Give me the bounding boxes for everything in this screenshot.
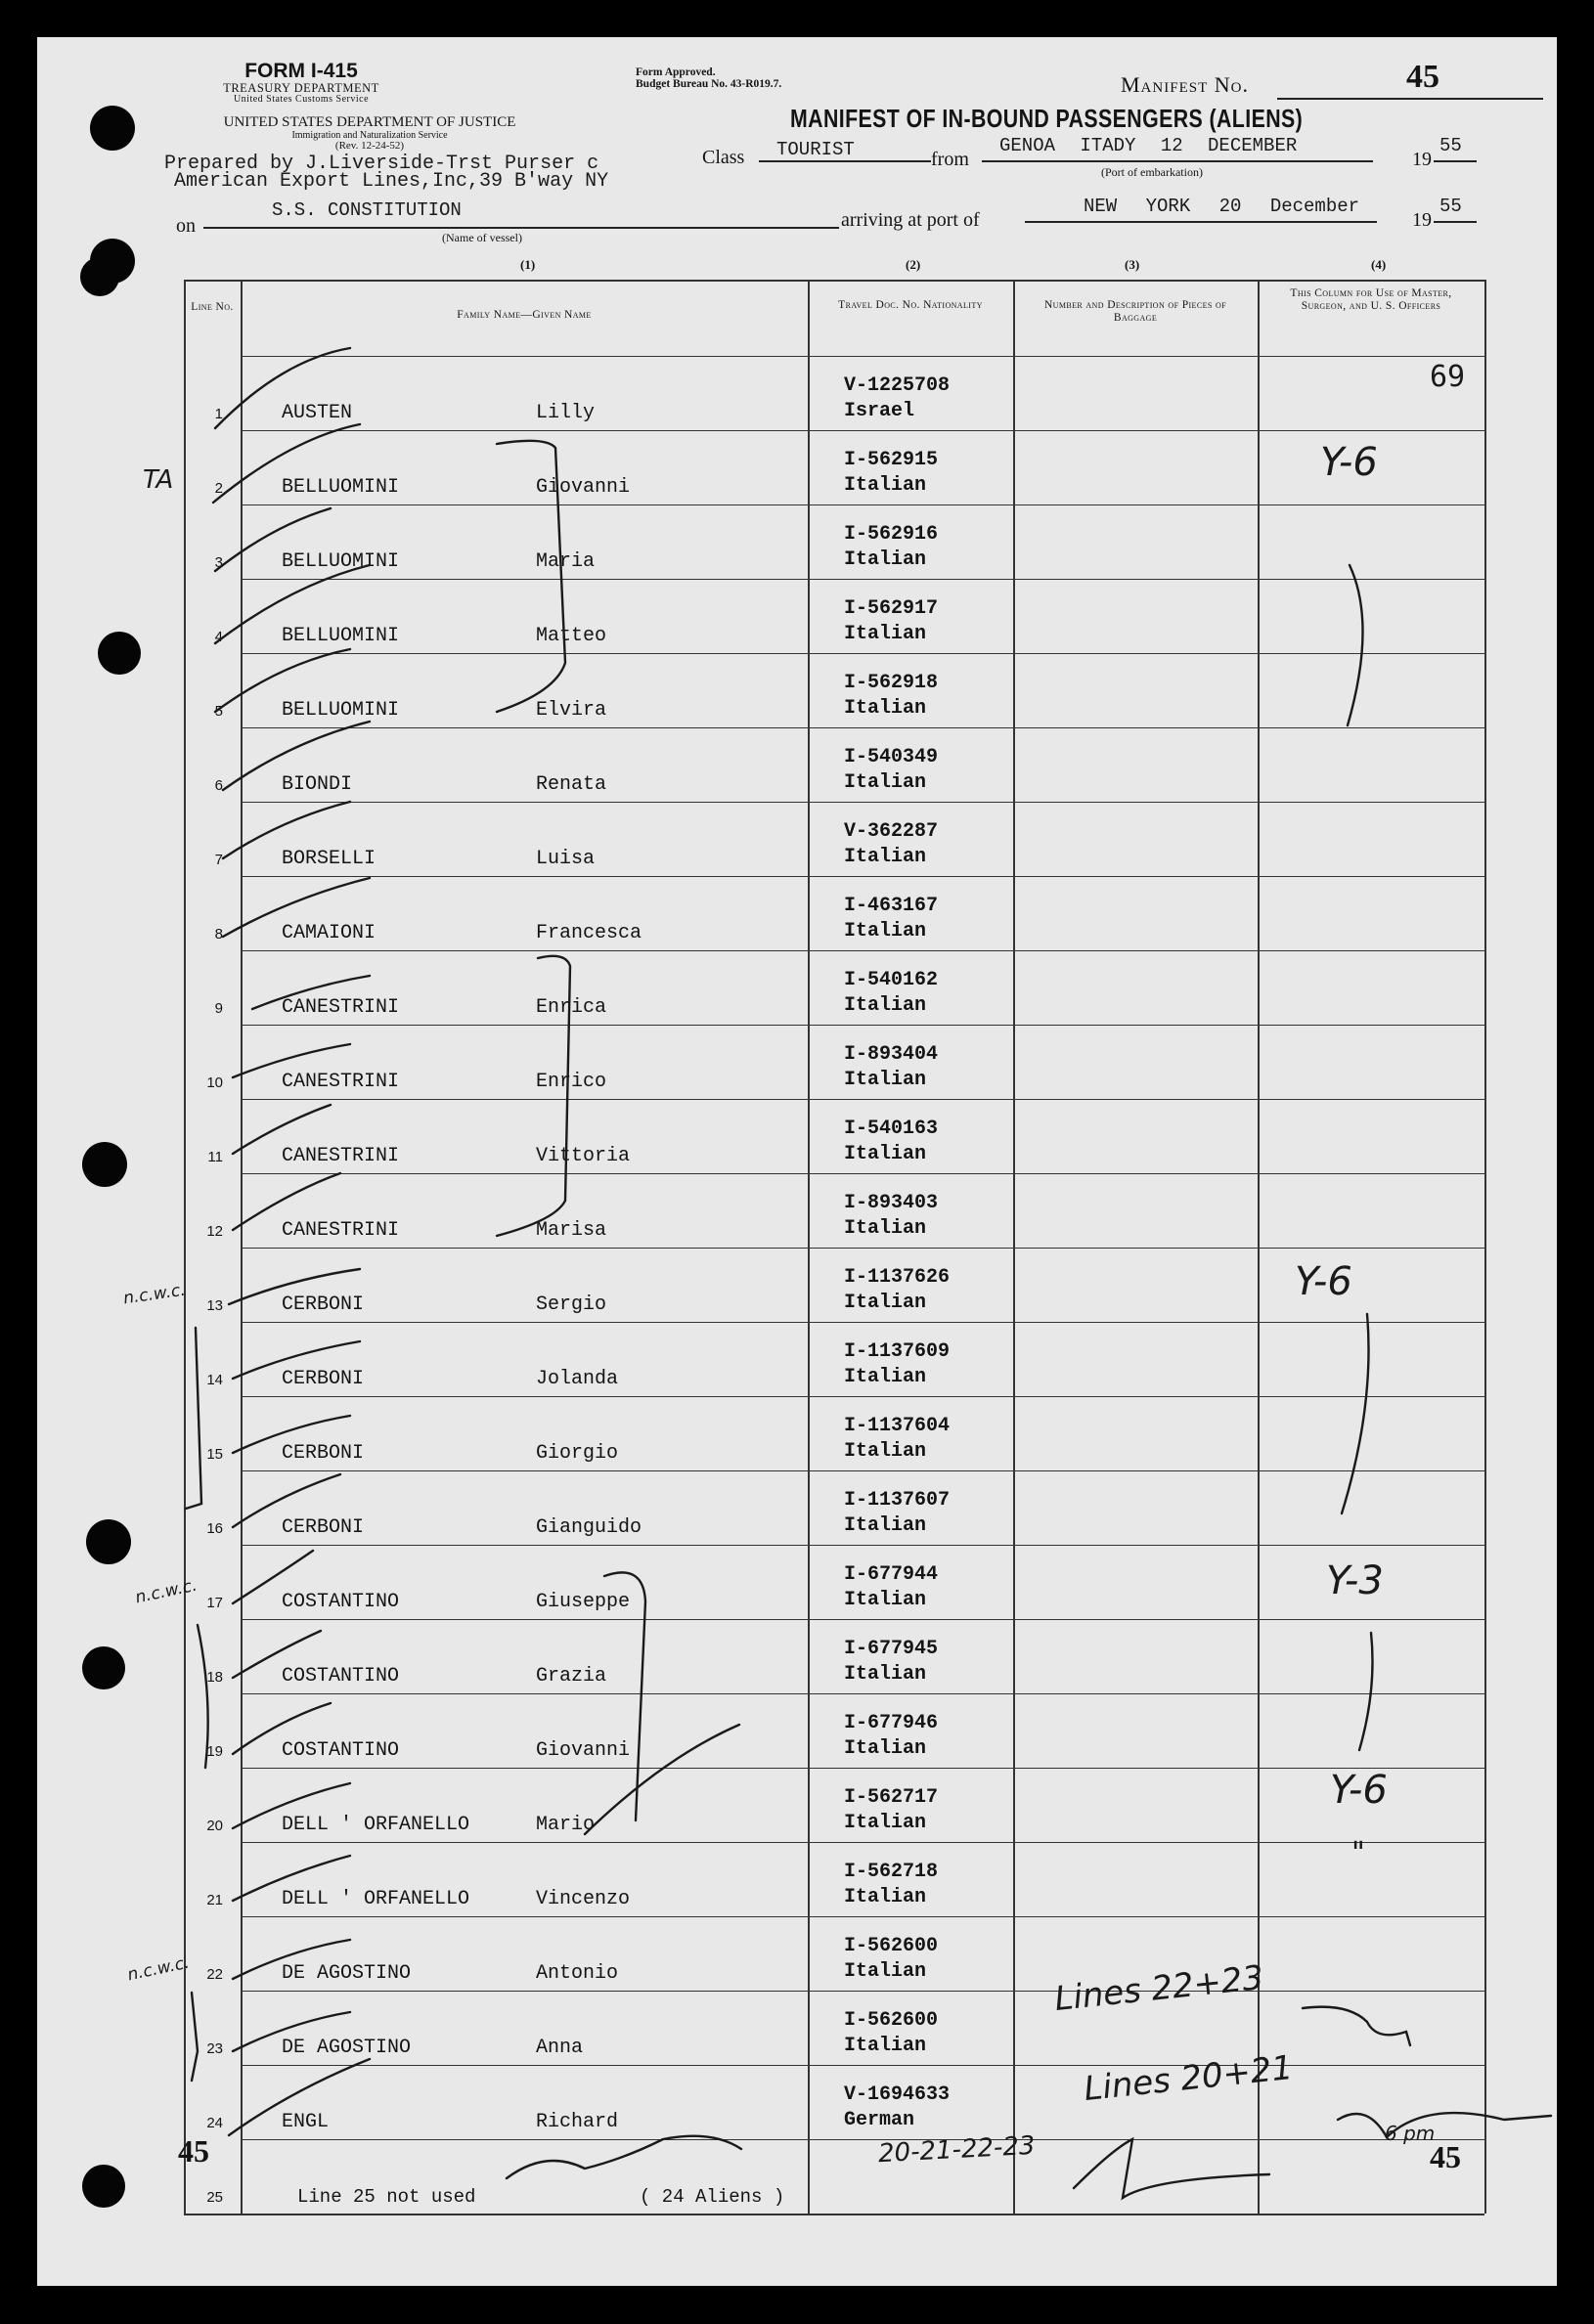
pen-marks [37,37,1557,2286]
nationality: Italian [844,846,927,868]
given-name: Mario [536,1814,596,1836]
nationality: Italian [844,1589,927,1611]
from-value: GENOA ITADY 12 DECEMBER [999,135,1298,156]
nationality: Italian [844,2035,927,2057]
check-mark [233,1631,321,1678]
ncwc-mark-3: n.c.w.c. [125,1952,192,1986]
check-mark [233,1940,350,1979]
line-number: 1 [214,406,223,422]
prepared-by: Prepared by J.Liverside-Trst Purser c [164,153,599,175]
line-number: 5 [214,703,223,720]
given-name: Richard [536,2111,619,2133]
check-mark [229,1269,360,1304]
line-number: 6 [214,777,223,794]
bracket [198,1625,208,1768]
family-name: CERBONI [282,1442,365,1465]
given-name: Giovanni [536,1739,631,1762]
given-name: Elvira [536,699,607,722]
time-note: 6 pm [1385,2122,1436,2145]
check-mark [223,878,370,937]
from-label: from [931,149,969,170]
visa-mark-3: Y-3 [1326,1558,1384,1603]
family-name: BELLUOMINI [282,476,400,499]
given-name: Enrica [536,996,607,1019]
nationality: Italian [844,1366,927,1388]
lines-22-23-note: Lines 22+23 [1052,1957,1265,2020]
ta-mark: TA [143,465,174,495]
given-name: Jolanda [536,1368,619,1390]
line-number: 2 [214,480,223,497]
family-name: DELL ' ORFANELLO [282,1814,470,1836]
revision: (Rev. 12-24-52) [334,140,405,153]
col-num-4: (4) [1371,257,1387,272]
nationality: Italian [844,1292,927,1314]
travel-doc-number: I-1137626 [844,1266,951,1289]
ditto-stroke [1348,565,1363,725]
check-mark [215,348,353,428]
on-label: on [176,215,196,237]
page-title: MANIFEST OF IN-BOUND PASSENGERS (ALIENS) [790,104,1304,133]
nationality: Italian [844,1663,927,1686]
line-number: 22 [206,1966,223,1983]
doj: UNITED STATES DEPARTMENT OF JUSTICE [223,114,516,130]
travel-doc-number: I-677946 [844,1712,939,1734]
family-name: ENGL [282,2111,330,2133]
check-mark [215,565,370,643]
arriving-year: 55 [1439,196,1462,217]
family-name: COSTANTINO [282,1739,400,1762]
nationality: Italian [844,548,927,571]
signature [1338,2113,1551,2137]
line-number: 13 [206,1297,223,1314]
travel-doc-number: I-562917 [844,597,939,620]
family-name: CERBONI [282,1294,365,1316]
line-number: 12 [206,1223,223,1240]
signature [1303,2007,1410,2045]
nationality: Italian [844,1143,927,1165]
arriving-label: arriving at port of [841,209,980,231]
nationality: Italian [844,623,927,645]
family-name: CERBONI [282,1516,365,1539]
col-num-3: (3) [1125,257,1140,272]
line-number: 10 [206,1074,223,1091]
check-mark [233,1416,350,1453]
family-name: AUSTEN [282,402,353,424]
given-name: Giorgio [536,1442,619,1465]
department: TREASURY DEPARTMENT [223,81,379,96]
nationality: Italian [844,697,927,720]
travel-doc-number: I-562915 [844,449,939,471]
ins: Immigration and Naturalization Service [291,129,448,141]
family-name: CERBONI [282,1368,365,1390]
travel-doc-number: V-1694633 [844,2083,951,2106]
line-number: 11 [207,1149,223,1165]
port-caption: (Port of embarkation) [1101,165,1203,179]
class-label: Class [702,147,745,168]
nationality: Italian [844,1514,927,1537]
line-number: 3 [214,554,223,571]
line-number: 4 [214,629,223,645]
service: United States Customs Service [233,94,370,106]
given-name: Luisa [536,848,596,870]
family-name: BELLUOMINI [282,699,400,722]
given-name: Gianguido [536,1516,642,1539]
travel-doc-number: I-540162 [844,969,939,991]
arriving-value: NEW YORK 20 December [1084,196,1360,217]
travel-doc-number: I-540163 [844,1118,939,1140]
signature [1074,2139,1269,2198]
line-number: 18 [206,1669,223,1686]
check-mark [223,722,370,790]
check-mark [233,1173,340,1230]
col-header-travel-doc: Travel Doc. No. Nationality [838,299,983,311]
family-name: CAMAIONI [282,922,376,944]
nationality: German [844,2109,915,2131]
line-number: 15 [206,1446,223,1463]
bracket [186,1328,201,1509]
line-number: 24 [206,2115,223,2131]
travel-doc-number: I-562718 [844,1861,939,1883]
bracket [604,1572,645,1820]
approved: Form Approved. [636,66,716,78]
line-number: 19 [206,1743,223,1760]
line-number: 20 [206,1818,223,1834]
ditto-mark: " [1351,1836,1365,1870]
check-mark [233,2012,350,2051]
manifest-label: Manifest No. [1121,72,1249,97]
given-name: Giuseppe [536,1591,631,1613]
given-name: Vittoria [536,1145,631,1167]
travel-doc-number: I-562600 [844,2009,939,2032]
travel-doc-number: I-1137607 [844,1489,951,1512]
travel-doc-number: I-540349 [844,746,939,768]
line-number: 23 [206,2040,223,2057]
form-number: FORM I-415 [244,60,358,82]
visa-mark-1: Y-6 [1320,440,1378,485]
check-mark [233,1341,360,1379]
given-name: Marisa [536,1219,607,1242]
line-number: 8 [214,926,223,943]
col-num-2: (2) [906,257,921,272]
given-name: Giovanni [536,476,631,499]
travel-doc-number: I-893404 [844,1043,939,1066]
travel-doc-number: I-562918 [844,672,939,694]
col-num-1: (1) [520,257,536,272]
family-name: CANESTRINI [282,996,400,1019]
nationality: Italian [844,1737,927,1760]
nationality: Italian [844,474,927,497]
given-name: Vincenzo [536,1888,631,1910]
aliens-count: ( 24 Aliens ) [640,2186,785,2208]
col-header-officers: This Column for Use of Master, Surgeon, and U. S. Officers [1290,287,1452,312]
lines-20-21-note: Lines 20+21 [1082,2047,1295,2110]
family-name: COSTANTINO [282,1665,400,1688]
from-year: 55 [1439,135,1462,156]
check-mark [233,1856,350,1901]
given-name: Enrico [536,1071,607,1093]
line-number: 17 [206,1595,223,1611]
visa-mark-2: Y-6 [1295,1259,1352,1304]
given-name: Renata [536,773,607,796]
family-name: DE AGOSTINO [282,1962,412,1985]
budget: Budget Bureau No. 43-R019.7. [636,78,782,91]
line-number: 25 [206,2189,223,2206]
family-name: DELL ' ORFANELLO [282,1888,470,1910]
signature [507,2136,741,2178]
nationality: Italian [844,1217,927,1240]
nationality: Italian [844,920,927,943]
manifest-number: 45 [1406,59,1439,95]
bracket [497,441,565,712]
nationality: Italian [844,1960,927,1983]
from-year-prefix: 19 [1412,149,1432,170]
travel-doc-number: I-677945 [844,1638,939,1660]
family-name: BELLUOMINI [282,550,400,573]
pen-stroke [585,1725,739,1834]
given-name: Antonio [536,1962,619,1985]
given-name: Sergio [536,1294,607,1316]
vessel-caption: (Name of vessel) [442,231,522,244]
col-header-name: Family Name—Given Name [457,309,592,321]
nationality: Israel [844,400,915,422]
travel-doc-number: I-562600 [844,1935,939,1957]
travel-doc-number: I-677944 [844,1563,939,1586]
visa-mark-4: Y-6 [1330,1768,1388,1813]
check-mark [229,2059,370,2135]
col-header-line-no: Line No. [191,301,234,313]
manifest-page [37,37,1557,2286]
nationality: Italian [844,1069,927,1091]
nationality: Italian [844,771,927,794]
arriving-year-prefix: 19 [1412,209,1432,231]
check-mark [215,508,331,571]
given-name: Francesca [536,922,642,944]
travel-doc-number: I-1137604 [844,1415,951,1437]
line-number: 16 [206,1520,223,1537]
ditto-stroke [1359,1633,1373,1750]
check-mark [233,1551,313,1603]
nationality: Italian [844,1812,927,1834]
ditto-stroke [1342,1314,1369,1513]
family-name: BELLUOMINI [282,625,400,647]
nationality: Italian [844,994,927,1017]
line-number: 7 [214,852,223,868]
ncwc-mark-2: n.c.w.c. [133,1575,199,1608]
travel-doc-number: I-1137609 [844,1340,951,1363]
check-mark [215,649,350,712]
family-name: CANESTRINI [282,1145,400,1167]
nationality: Italian [844,1886,927,1908]
family-name: BIONDI [282,773,353,796]
check-mark [233,1703,331,1754]
dates-note: 20-21-22-23 [877,2130,1037,2170]
family-name: CANESTRINI [282,1071,400,1093]
travel-doc-number: I-562717 [844,1786,939,1809]
given-name: Maria [536,550,596,573]
check-mark [213,424,360,503]
line-number: 21 [206,1892,223,1908]
vessel-name: S.S. CONSTITUTION [272,199,462,221]
travel-doc-number: I-463167 [844,895,939,917]
family-name: CANESTRINI [282,1219,400,1242]
travel-doc-number: V-362287 [844,820,939,843]
check-mark [233,1044,350,1077]
line-number: 14 [206,1372,223,1388]
ncwc-mark-1: n.c.w.c. [121,1280,187,1309]
given-name: Matteo [536,625,607,647]
check-mark [233,1105,331,1154]
check-mark [233,1474,340,1527]
check-mark [233,1783,350,1828]
bracket [497,956,570,1236]
col-header-baggage: Number and Description of Pieces of Baggage [1043,299,1227,324]
travel-doc-number: I-562916 [844,523,939,546]
travel-doc-number: V-1225708 [844,374,951,397]
check-mark [223,802,350,858]
family-name: BORSELLI [282,848,376,870]
bracket [192,1993,198,2081]
prepared-by-line2: American Export Lines,Inc,39 B'way NY [174,170,609,193]
given-name: Lilly [536,402,596,424]
class-value: TOURIST [776,139,855,160]
family-name: COSTANTINO [282,1591,400,1613]
line-number: 9 [214,1000,223,1017]
page-number-right: 45 [1430,2139,1461,2174]
travel-doc-number: I-893403 [844,1192,939,1214]
given-name: Grazia [536,1665,607,1688]
line-25-note: Line 25 not used [297,2186,476,2208]
family-name: DE AGOSTINO [282,2037,412,2059]
nationality: Italian [844,1440,927,1463]
page-number-left: 45 [178,2133,209,2169]
given-name: Anna [536,2037,584,2059]
passenger-count: 69 [1430,360,1466,394]
check-mark [252,976,370,1009]
